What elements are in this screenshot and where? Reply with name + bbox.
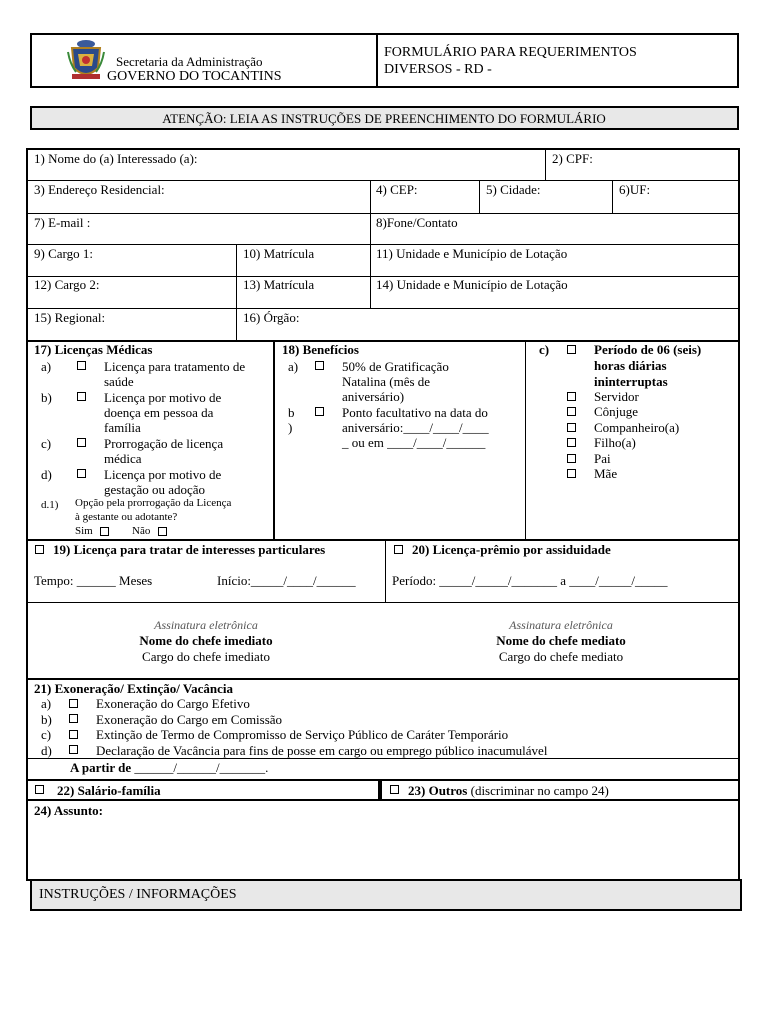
periodo-premio-field[interactable]: Período: _____/_____/_______ a ____/_____/_____ (392, 573, 668, 588)
licenca-a-checkbox[interactable] (77, 361, 86, 370)
form-title-line1: FORMULÁRIO PARA REQUERIMENTOS (384, 45, 637, 60)
instrucoes-title: INSTRUÇÕES / INFORMAÇÕES (39, 887, 237, 902)
field-uf[interactable]: 6)UF: (619, 182, 651, 197)
apartir-field[interactable]: A partir de ______/______/_______. (70, 760, 269, 775)
periodo-checkbox[interactable] (567, 345, 576, 354)
exoneracao-b-checkbox[interactable] (69, 714, 78, 723)
field-cargo2[interactable]: 12) Cargo 2: (34, 277, 100, 292)
field-cargo1[interactable]: 9) Cargo 1: (34, 246, 93, 261)
tempo-field[interactable]: Tempo: ______ Meses (34, 573, 153, 588)
periodo-pai-checkbox[interactable] (567, 454, 576, 463)
beneficio-a-checkbox[interactable] (315, 361, 324, 370)
signature-chefe-imediato: Assinatura eletrônica Nome do chefe imediato Cargo do chefe imediato (139, 618, 273, 664)
field-regional[interactable]: 15) Regional: (34, 310, 106, 325)
periodo-servidor-checkbox[interactable] (567, 392, 576, 401)
licenca-interesses-checkbox[interactable] (35, 545, 44, 554)
field-unidade1[interactable]: 11) Unidade e Município de Lotação (376, 246, 568, 261)
field-nome[interactable]: 1) Nome do (a) Interessado (a): (34, 151, 198, 166)
org-government: GOVERNO DO TOCANTINS (107, 69, 282, 84)
field-cep[interactable]: 4) CEP: (376, 182, 418, 197)
notice-text: ATENÇÃO: LEIA AS INSTRUÇÕES DE PREENCHIMENTO DO FORMULÁRIO (162, 111, 606, 126)
header-divider (376, 34, 378, 87)
prorrogacao-nao-checkbox[interactable] (158, 527, 167, 536)
beneficios-title: 18) Benefícios (282, 342, 359, 357)
periodo-option: Companheiro(a) (594, 420, 680, 435)
field-orgao[interactable]: 16) Órgão: (243, 310, 300, 325)
exoneracao-a-checkbox[interactable] (69, 699, 78, 708)
outros-title: 23) Outros (discriminar no campo 24) (408, 783, 609, 798)
salario-familia-title: 22) Salário-família (57, 783, 161, 798)
periodo-option: Pai (594, 451, 611, 466)
periodo-conjuge-checkbox[interactable] (567, 407, 576, 416)
state-seal-logo (66, 38, 106, 84)
signature-chefe-mediato: Assinatura eletrônica Nome do chefe mediato Cargo do chefe mediato (496, 618, 626, 664)
outros-checkbox[interactable] (390, 785, 399, 794)
licenca-c-checkbox[interactable] (77, 438, 86, 447)
field-matricula1[interactable]: 10) Matrícula (243, 246, 315, 261)
licenca-premio-checkbox[interactable] (394, 545, 403, 554)
periodo-filho-checkbox[interactable] (567, 438, 576, 447)
field-cpf[interactable]: 2) CPF: (552, 151, 593, 166)
licenca-interesses-title: 19) Licença para tratar de interesses particulares (53, 542, 326, 557)
assunto-title[interactable]: 24) Assunto: (34, 803, 103, 818)
exoneracao-c-checkbox[interactable] (69, 730, 78, 739)
periodo-option: Mãe (594, 466, 618, 481)
form-title-line2: DIVERSOS - RD - (384, 62, 492, 77)
periodo-option: Cônjuge (594, 404, 639, 419)
field-matricula2[interactable]: 13) Matrícula (243, 277, 315, 292)
field-fone[interactable]: 8)Fone/Contato (376, 215, 458, 230)
licenca-b-checkbox[interactable] (77, 392, 86, 401)
salario-familia-checkbox[interactable] (35, 785, 44, 794)
licencas-title: 17) Licenças Médicas (34, 342, 153, 357)
field-cidade[interactable]: 5) Cidade: (486, 182, 541, 197)
field-unidade2[interactable]: 14) Unidade e Município de Lotação (376, 277, 568, 292)
periodo-option: Filho(a) (594, 435, 636, 450)
beneficio-b-checkbox[interactable] (315, 407, 324, 416)
periodo-mae-checkbox[interactable] (567, 469, 576, 478)
periodo-companheiro-checkbox[interactable] (567, 423, 576, 432)
exoneracao-d-checkbox[interactable] (69, 745, 78, 754)
periodo-option: Servidor (594, 389, 639, 404)
prorrogacao-sim-checkbox[interactable] (100, 527, 109, 536)
exoneracao-title: 21) Exoneração/ Extinção/ Vacância (34, 681, 233, 696)
field-endereco[interactable]: 3) Endereço Residencial: (34, 182, 165, 197)
inicio-field[interactable]: Início:_____/____/______ (217, 573, 356, 588)
org-name: Secretaria da Administração (116, 54, 263, 69)
licenca-premio-title: 20) Licença-prêmio por assiduidade (412, 542, 611, 557)
licenca-d-checkbox[interactable] (77, 469, 86, 478)
field-email[interactable]: 7) E-mail : (34, 215, 91, 230)
